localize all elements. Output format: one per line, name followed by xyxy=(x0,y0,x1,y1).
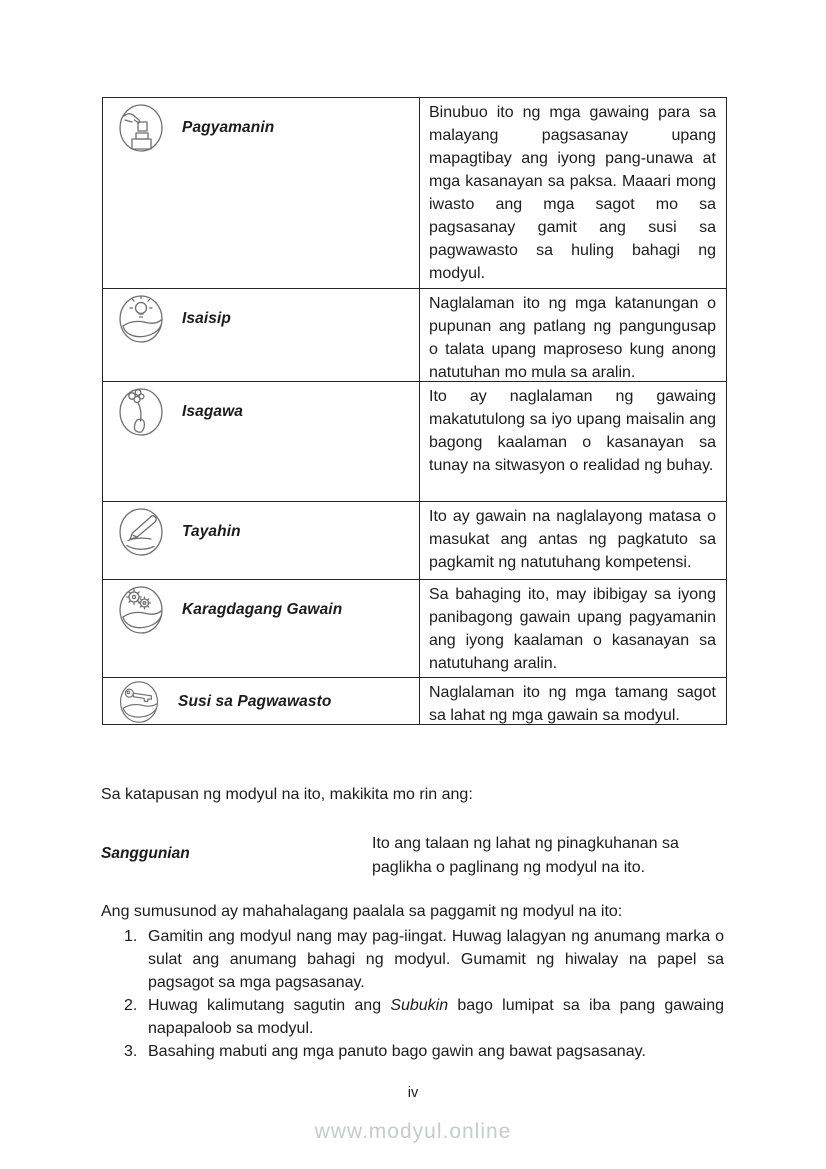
table-row-susi-sa-pagwawasto xyxy=(103,678,727,725)
list-item-number: 3. xyxy=(124,1043,138,1060)
hand-stacking-blocks-icon xyxy=(118,103,164,153)
row-description: Ito ay gawain na naglalayong matasa o masukat ang antas ng pagkatuto sa pagkamit ng natutuhang kompetensi. xyxy=(429,508,716,571)
list-item-number: 1. xyxy=(124,928,138,945)
table-row-karagdagang-gawain xyxy=(103,580,727,678)
hand-holding-flowers-icon xyxy=(118,387,164,437)
row-label: Susi sa Pagwawasto xyxy=(178,693,332,710)
row-label: Isagawa xyxy=(182,403,244,420)
bulb-over-hand-icon xyxy=(118,294,164,344)
row-description: Sa bahaging ito, may ibibigay sa iyong panibagong gawain upang pagyamanin ang iyong kaalaman o kasanayan sa natutuhang aralin. xyxy=(429,586,716,672)
module-icon-table xyxy=(102,97,727,725)
row-label: Tayahin xyxy=(182,523,241,540)
hand-writing-pen-icon xyxy=(118,507,164,557)
row-description: Ito ay naglalaman ng gawaing makatutulong sa iyo upang maisalin ang bagong kaalaman o kasanayan sa tunay na sitwasyon o realidad ng buhay. xyxy=(429,388,716,474)
gears-over-hand-icon xyxy=(118,585,164,635)
list-item xyxy=(124,994,724,1040)
reminders-list xyxy=(124,925,724,1063)
watermark-text: www.modyul.online xyxy=(314,1120,512,1143)
reminders-intro-text: Ang sumusunod ay mahahalagang paalala sa paggamit ng modyul na ito: xyxy=(101,903,623,920)
page-number: iv xyxy=(407,1085,419,1101)
row-label: Isaisip xyxy=(182,310,231,327)
row-description: Naglalaman ito ng mga katanungan o pupunan ang patlang ng pangungusap o talata upang maproseso kung anong natutuhan mo mula sa aralin. xyxy=(429,295,716,381)
list-item-text: Huwag kalimutang sagutin ang Subukin bago lumipat sa iba pang gawaing napapaloob sa modyul. xyxy=(148,997,725,1037)
row-description: Naglalaman ito ng mga tamang sagot sa lahat ng mga gawain sa modyul. xyxy=(429,684,716,724)
list-item xyxy=(124,925,724,994)
table-row-tayahin xyxy=(103,502,727,580)
row-description: Binubuo ito ng mga gawaing para sa malayang pagsasanay upang mapagtibay ang iyong pang-unawa at mga kasanayan sa paksa. Maaari mong iwasto ang mga sagot mo sa pagsasanay gamit ang susi sa pagwawasto sa huling bahagi ng modyul. xyxy=(429,104,716,282)
list-item-text: Gamitin ang modyul nang may pag-iingat. Huwag lalagyan ng anumang marka o sulat ang anumang bahagi ng modyul. Gumamit ng hiwalay na papel sa pagsagot sa mga pagsasanay. xyxy=(148,928,724,991)
sanggunian-label: Sanggunian xyxy=(101,845,190,862)
table-row-isagawa xyxy=(103,382,727,502)
closing-intro-text: Sa katapusan ng modyul na ito, makikita mo rin ang: xyxy=(101,786,473,803)
table-row-isaisip xyxy=(103,289,727,382)
row-label: Pagyamanin xyxy=(182,119,275,136)
list-item-number: 2. xyxy=(124,997,138,1014)
list-item xyxy=(124,1040,724,1063)
list-item-text: Basahing mabuti ang mga panuto bago gawin ang bawat pagsasanay. xyxy=(148,1043,646,1060)
key-over-hand-icon xyxy=(118,680,160,724)
row-label: Karagdagang Gawain xyxy=(182,601,343,618)
table-row-pagyamanin xyxy=(103,98,727,289)
sanggunian-description: Ito ang talaan ng lahat ng pinagkuhanan sa paglikha o paglinang ng modyul na ito. xyxy=(372,835,679,876)
